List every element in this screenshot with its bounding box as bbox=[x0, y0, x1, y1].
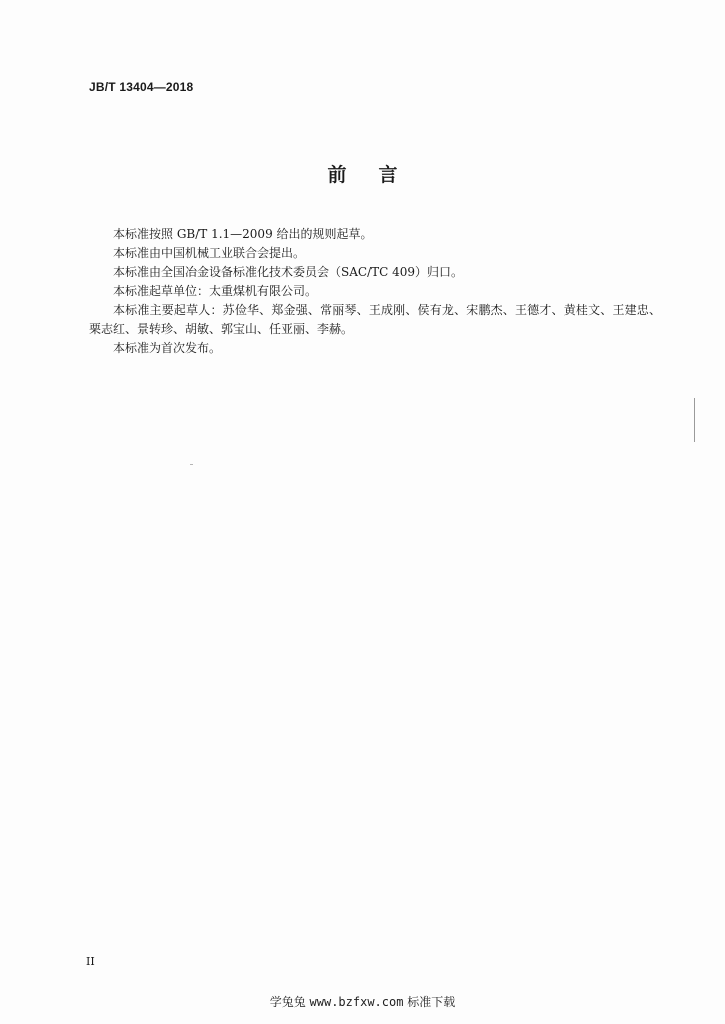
paragraph-drafting-rules: 本标准按照 GB/T 1.1—2009 给出的规则起草。 bbox=[113, 227, 373, 241]
standard-code: JB/T 13404—2018 bbox=[89, 80, 194, 94]
footer-site-name: 学兔兔 bbox=[269, 995, 306, 1009]
paragraph-responsible-committee: 本标准由全国冶金设备标准化技术委员会（SAC/TC 409）归口。 bbox=[113, 265, 464, 279]
scan-edge-mark bbox=[694, 398, 695, 442]
paragraph-proposer: 本标准由中国机械工业联合会提出。 bbox=[113, 246, 306, 260]
footer-watermark bbox=[0, 993, 725, 1010]
foreword-body bbox=[89, 225, 661, 358]
paragraph-drafting-unit: 本标准起草单位：太重煤机有限公司。 bbox=[113, 284, 318, 298]
scan-speck bbox=[190, 464, 193, 465]
footer-tagline: 标准下载 bbox=[407, 995, 456, 1009]
section-title-foreword: 前言 bbox=[327, 164, 430, 186]
footer-url[interactable]: www.bzfxw.com bbox=[309, 995, 404, 1009]
paragraph-first-release: 本标准为首次发布。 bbox=[113, 341, 222, 355]
page-number: II bbox=[86, 955, 95, 968]
paragraph-main-drafters: 本标准主要起草人：苏俭华、郑金强、常丽琴、王成刚、侯有龙、宋鹏杰、王德才、黄桂文、王建忠、栗志红、景转珍、胡敏、郭宝山、任亚丽、李赫。 bbox=[89, 303, 661, 336]
